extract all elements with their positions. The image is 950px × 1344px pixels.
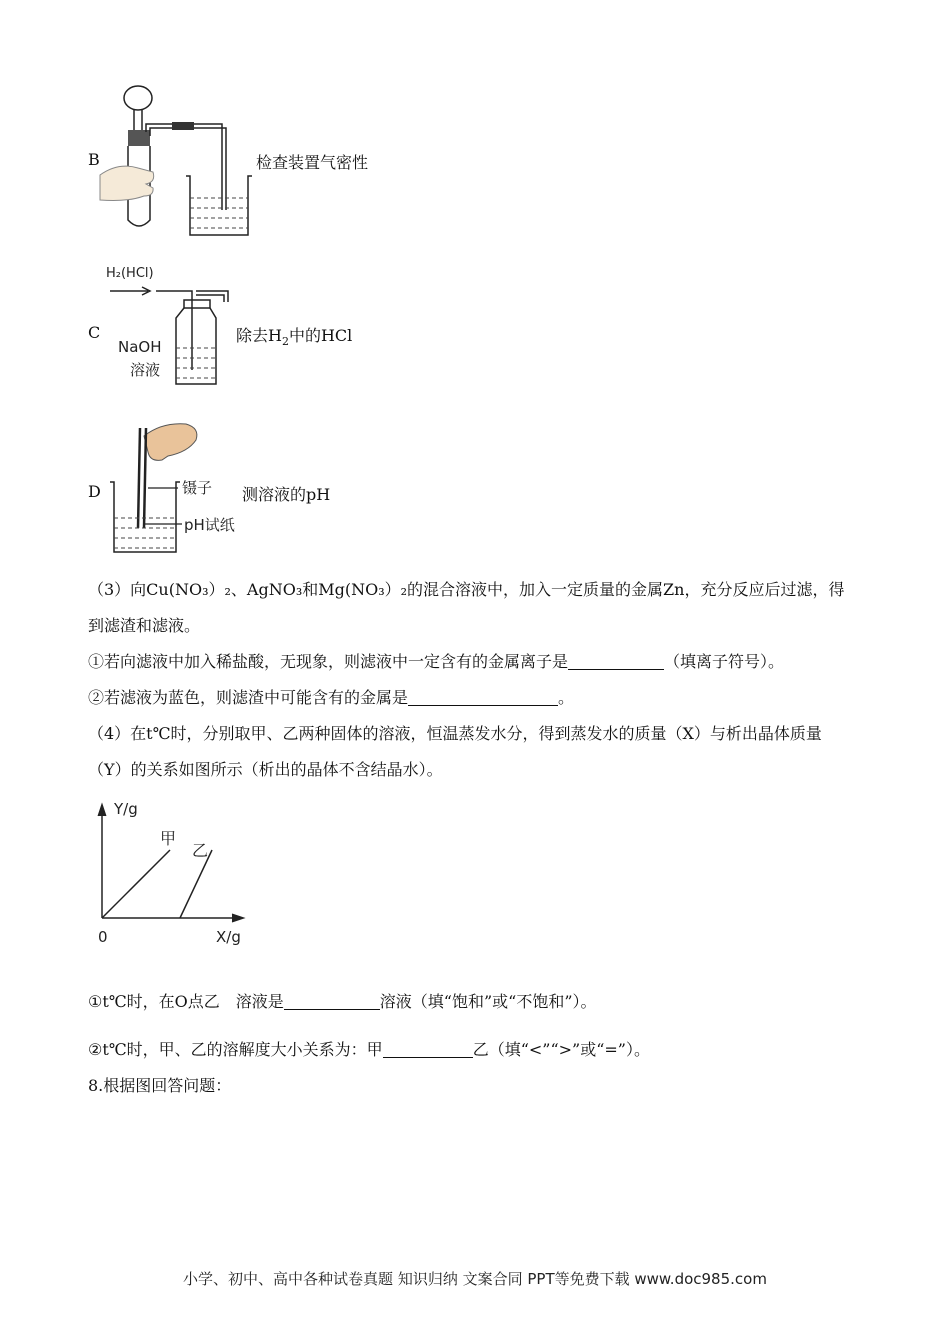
ph-paper-label: pH试纸 [184,516,235,534]
gas-washing-bottle-figure [104,262,234,390]
option-b-letter: B [88,150,100,169]
crystal-mass-chart [88,794,268,954]
option-d-letter: D [88,482,101,501]
option-d-caption: 测溶液的pH [242,485,331,504]
option-b-caption: 检查装置气密性 [256,153,369,172]
answer-blank[interactable] [568,651,664,670]
origin-label: 0 [98,928,108,946]
y-axis-label: Y/g [114,800,138,818]
q3-sub1-tail: （填离子符号）。 [664,652,785,671]
q3-line2: 到滤渣和滤液。 [88,616,201,635]
q4-line2: （Y）的关系如图所示（析出的晶体不含结晶水）。 [88,760,443,779]
tweezers-label: 镊子 [182,479,213,497]
q3-sub1 [88,644,858,680]
q4-sub2-text: ②t℃时，甲、乙的溶解度大小关系为：甲 [88,1040,383,1059]
option-c-letter: C [88,323,101,342]
series-yi-label: 乙 [192,841,209,860]
answer-blank[interactable] [408,687,558,706]
q4-sub2-tail: 乙（填“<”“>”或“=”）。 [472,1040,650,1059]
q3-sub2-tail: 。 [558,688,575,707]
option-c-caption [236,323,352,348]
x-axis-label: X/g [216,928,241,946]
page-footer: 小学、初中、高中各种试卷真题 知识归纳 文案合同 PPT等免费下载 www.doc985.com [183,1270,767,1288]
ph-test-figure [104,418,244,560]
q3-sub2-text: ②若滤液为蓝色，则滤渣中可能含有的金属是 [88,688,409,707]
q8-title: 8.根据图回答问题： [88,1076,232,1095]
q4-sub1-text: ①t℃时，在O点乙 溶液是 [88,992,284,1011]
series-yi-line [180,850,212,918]
caption-pre: 除去H [236,326,282,345]
q4-line1: （4）在t℃时，分别取甲、乙两种固体的溶液，恒温蒸发水分，得到蒸发水的质量（X）与析出晶体质量 [88,724,822,743]
series-jia-line [102,850,170,918]
x-axis-arrow [232,914,244,922]
series-jia-label: 甲 [160,829,177,848]
caption-subscript: 2 [281,335,289,349]
y-axis-arrow [98,804,106,816]
q3-line1: （3）向Cu(NO₃）₂、AgNO₃和Mg(NO₃）₂的混合溶液中，加入一定质量的金属Zn，充分反应后过滤，得 [88,580,845,599]
airtightness-apparatus-figure [98,80,258,240]
q3-sub1-text: ①若向滤液中加入稀盐酸，无现象，则滤液中一定含有的金属离子是 [88,652,569,671]
q4-sub2 [88,1032,858,1068]
q3-sub2 [88,680,858,716]
solution-label: 溶液 [130,361,161,379]
answer-blank[interactable] [284,991,380,1010]
caption-post: 中的HCl [288,326,353,345]
answer-blank[interactable] [383,1039,473,1058]
naoh-label: NaOH [118,338,162,356]
q4-sub1-tail: 溶液（填“饱和”或“不饱和”）。 [379,992,597,1011]
gas-label: H₂(HCl) [106,266,154,281]
q4-sub1 [88,984,858,1020]
